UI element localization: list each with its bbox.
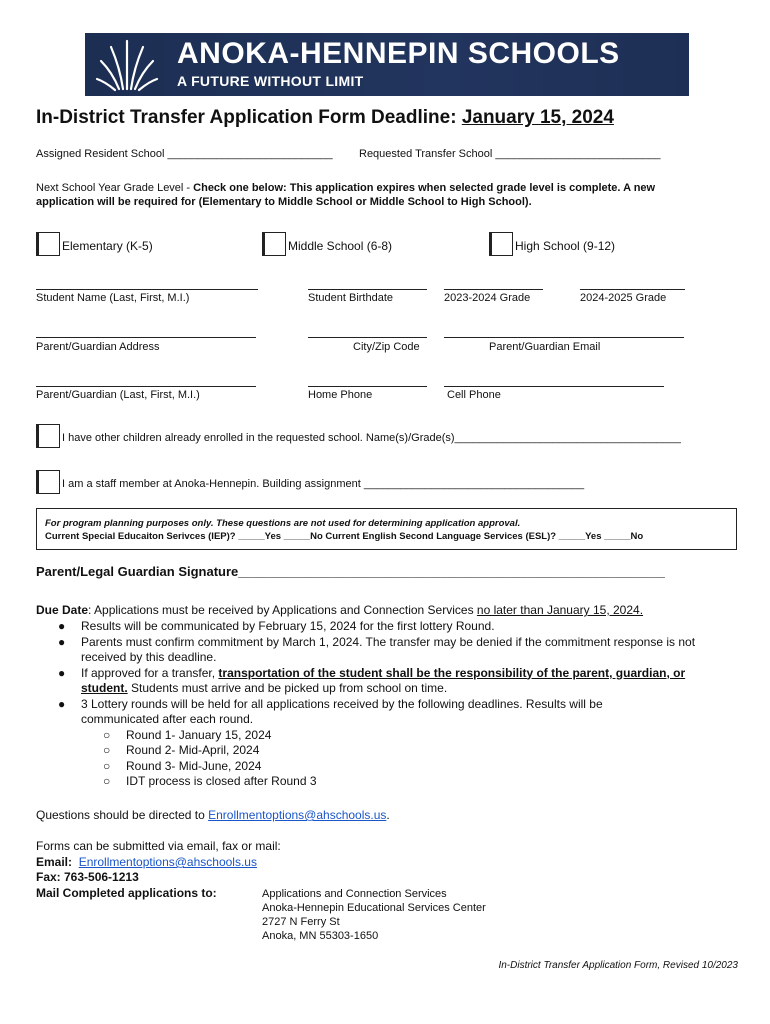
round-item: ○ Round 1- January 15, 2024: [103, 727, 272, 742]
grade-2023-line[interactable]: [444, 289, 543, 290]
program-planning-box: [36, 508, 737, 550]
address-line-1: Applications and Connection Services: [262, 888, 447, 900]
grade-2024-line[interactable]: [580, 289, 685, 290]
transport-note: transportation of the student shall be the responsibility of the parent, guardian, or: [218, 665, 686, 680]
signature-field[interactable]: Parent/Legal Guardian Signature___________________________________________________________: [36, 564, 665, 579]
district-banner: [85, 33, 689, 96]
elementary-checkbox[interactable]: [36, 232, 60, 256]
round-item: ○ Round 3- Mid-June, 2024: [103, 758, 262, 773]
round-item: ○ Round 2- Mid-April, 2024: [103, 743, 260, 757]
round-item: ○ IDT process is closed after Round 3: [103, 774, 317, 788]
cell-phone-label: Cell Phone: [447, 389, 501, 401]
planning-note: For program planning purposes only. These questions are not used for determining application approval.: [45, 518, 521, 529]
title-text: In-District Transfer Application Form Deadline:: [36, 107, 462, 128]
siblings-label: I have other children already enrolled in the requested school. Name(s)/Grade(s)_____________________________________: [62, 432, 681, 444]
bullet-text: Students must arrive and be picked up from school on time.: [127, 681, 448, 695]
bullet-text: Results will be communicated by February 15, 2024 for the first lottery Round.: [81, 619, 495, 633]
bullet-text: received by this deadline.: [81, 650, 217, 664]
fax-line: Fax: 763-506-1213: [36, 870, 139, 884]
address-line-3: 2727 N Ferry St: [262, 916, 340, 928]
city-zip-label: City/Zip Code: [353, 341, 420, 353]
due-date-deadline: no later than January 15, 2024.: [476, 603, 644, 617]
questions-email-link[interactable]: Enrollmentoptions@ahschools.us: [208, 808, 387, 822]
round-text: Round 1- January 15, 2024: [126, 727, 272, 742]
list-item: ● Results will be communicated by February 15, 2024 for the first lottery Round.: [58, 619, 495, 633]
list-item: ● If approved for a transfer, transportation of the student shall be the responsibility of the parent, guardian, or: [58, 665, 686, 680]
mail-address: [262, 887, 486, 943]
due-date-line: [36, 603, 643, 617]
grade-level-note-2: application will be required for (Elementary to Middle School or Middle School to High School).: [36, 196, 532, 208]
questions-line: [36, 808, 390, 822]
round-text: Round 2- Mid-April, 2024: [126, 743, 260, 757]
services-questions[interactable]: Current Special Educaiton Serivces (IEP)? _____Yes _____No Current English Second Language Services (ESL)? _____Yes _____No: [45, 531, 644, 542]
elementary-label: Elementary (K-5): [62, 239, 153, 253]
bullet-text: 3 Lottery rounds will be held for all applications received by the following deadlines. Results will be: [81, 696, 603, 711]
list-item-cont: [58, 712, 738, 728]
middle-school-checkbox[interactable]: [262, 232, 286, 256]
guardian-address-label: Parent/Guardian Address: [36, 341, 160, 353]
list-item: ● 3 Lottery rounds will be held for all applications received by the following deadlines. Results will be: [58, 696, 603, 711]
cell-phone-line[interactable]: [444, 386, 664, 387]
home-phone-line[interactable]: [308, 386, 427, 387]
instructions-list: [58, 619, 738, 790]
staff-checkbox[interactable]: [36, 470, 60, 494]
resident-school-field[interactable]: Assigned Resident School ___________________________: [36, 148, 333, 160]
submit-intro: Forms can be submitted via email, fax or mail:: [36, 839, 281, 853]
round-text: Round 3- Mid-June, 2024: [126, 758, 262, 773]
grade-level-label: Next School Year Grade Level -: [36, 182, 194, 194]
email-label: Email:: [36, 855, 73, 869]
list-item-cont: [58, 681, 738, 697]
high-school-label: High School (9-12): [515, 239, 616, 253]
city-zip-line[interactable]: [308, 337, 427, 338]
due-date-label: Due Date: [36, 603, 89, 617]
grade-2023-label: 2023-2024 Grade: [444, 292, 531, 304]
list-item-cont: [58, 650, 738, 666]
grade-2024-label: 2024-2025 Grade: [580, 292, 667, 304]
high-school-checkbox[interactable]: [489, 232, 513, 256]
home-phone-label: Home Phone: [308, 389, 373, 401]
address-line[interactable]: [36, 337, 256, 338]
guardian-name-line[interactable]: [36, 386, 256, 387]
questions-end: .: [386, 808, 390, 822]
student-name-label: Student Name (Last, First, M.I.): [36, 292, 190, 304]
form-title: [36, 107, 614, 129]
due-date-text: : Applications must be received by Applications and Connection Services: [88, 603, 477, 617]
grade-level-instructions: [36, 182, 655, 194]
list-item: ● Parents must confirm commitment by March 1, 2024. The transfer may be denied if the commitment response is not: [58, 634, 696, 649]
grade-level-note: Check one below: This application expires when selected grade level is complete. A new: [193, 182, 656, 194]
student-name-line[interactable]: [36, 289, 258, 290]
submit-email-line: [36, 855, 257, 869]
email-line[interactable]: [444, 337, 684, 338]
requested-school-field[interactable]: Requested Transfer School ___________________________: [359, 148, 661, 160]
submit-email-link[interactable]: Enrollmentoptions@ahschools.us: [78, 855, 257, 869]
mail-label: Mail Completed applications to:: [36, 886, 217, 900]
middle-school-label: Middle School (6-8): [288, 239, 393, 253]
siblings-checkbox[interactable]: [36, 424, 60, 448]
address-line-4: Anoka, MN 55303-1650: [262, 930, 379, 942]
round-text: IDT process is closed after Round 3: [126, 774, 317, 788]
student-birthdate-label: Student Birthdate: [308, 292, 394, 304]
district-logo-icon: [95, 37, 159, 93]
transport-note-2: student.: [81, 681, 128, 695]
guardian-email-label: Parent/Guardian Email: [489, 341, 601, 353]
guardian-name-label: Parent/Guardian (Last, First, M.I.): [36, 389, 200, 401]
bullet-text: Parents must confirm commitment by March 1, 2024. The transfer may be denied if the commitment response is not: [81, 634, 696, 649]
questions-text: Questions should be directed to: [36, 808, 209, 822]
district-tagline: A FUTURE WITHOUT LIMIT: [177, 73, 364, 89]
bullet-text: communicated after each round.: [81, 712, 254, 726]
address-line-2: Anoka-Hennepin Educational Services Center: [262, 902, 486, 914]
title-deadline: January 15, 2024: [461, 107, 614, 128]
district-name: ANOKA-HENNEPIN SCHOOLS: [177, 37, 620, 70]
form-revision-footer: In-District Transfer Application Form, Revised 10/2023: [498, 960, 738, 971]
staff-label: I am a staff member at Anoka-Hennepin. Building assignment ____________________________________: [62, 478, 585, 490]
bullet-text: If approved for a transfer,: [81, 665, 219, 680]
birthdate-line[interactable]: [308, 289, 427, 290]
